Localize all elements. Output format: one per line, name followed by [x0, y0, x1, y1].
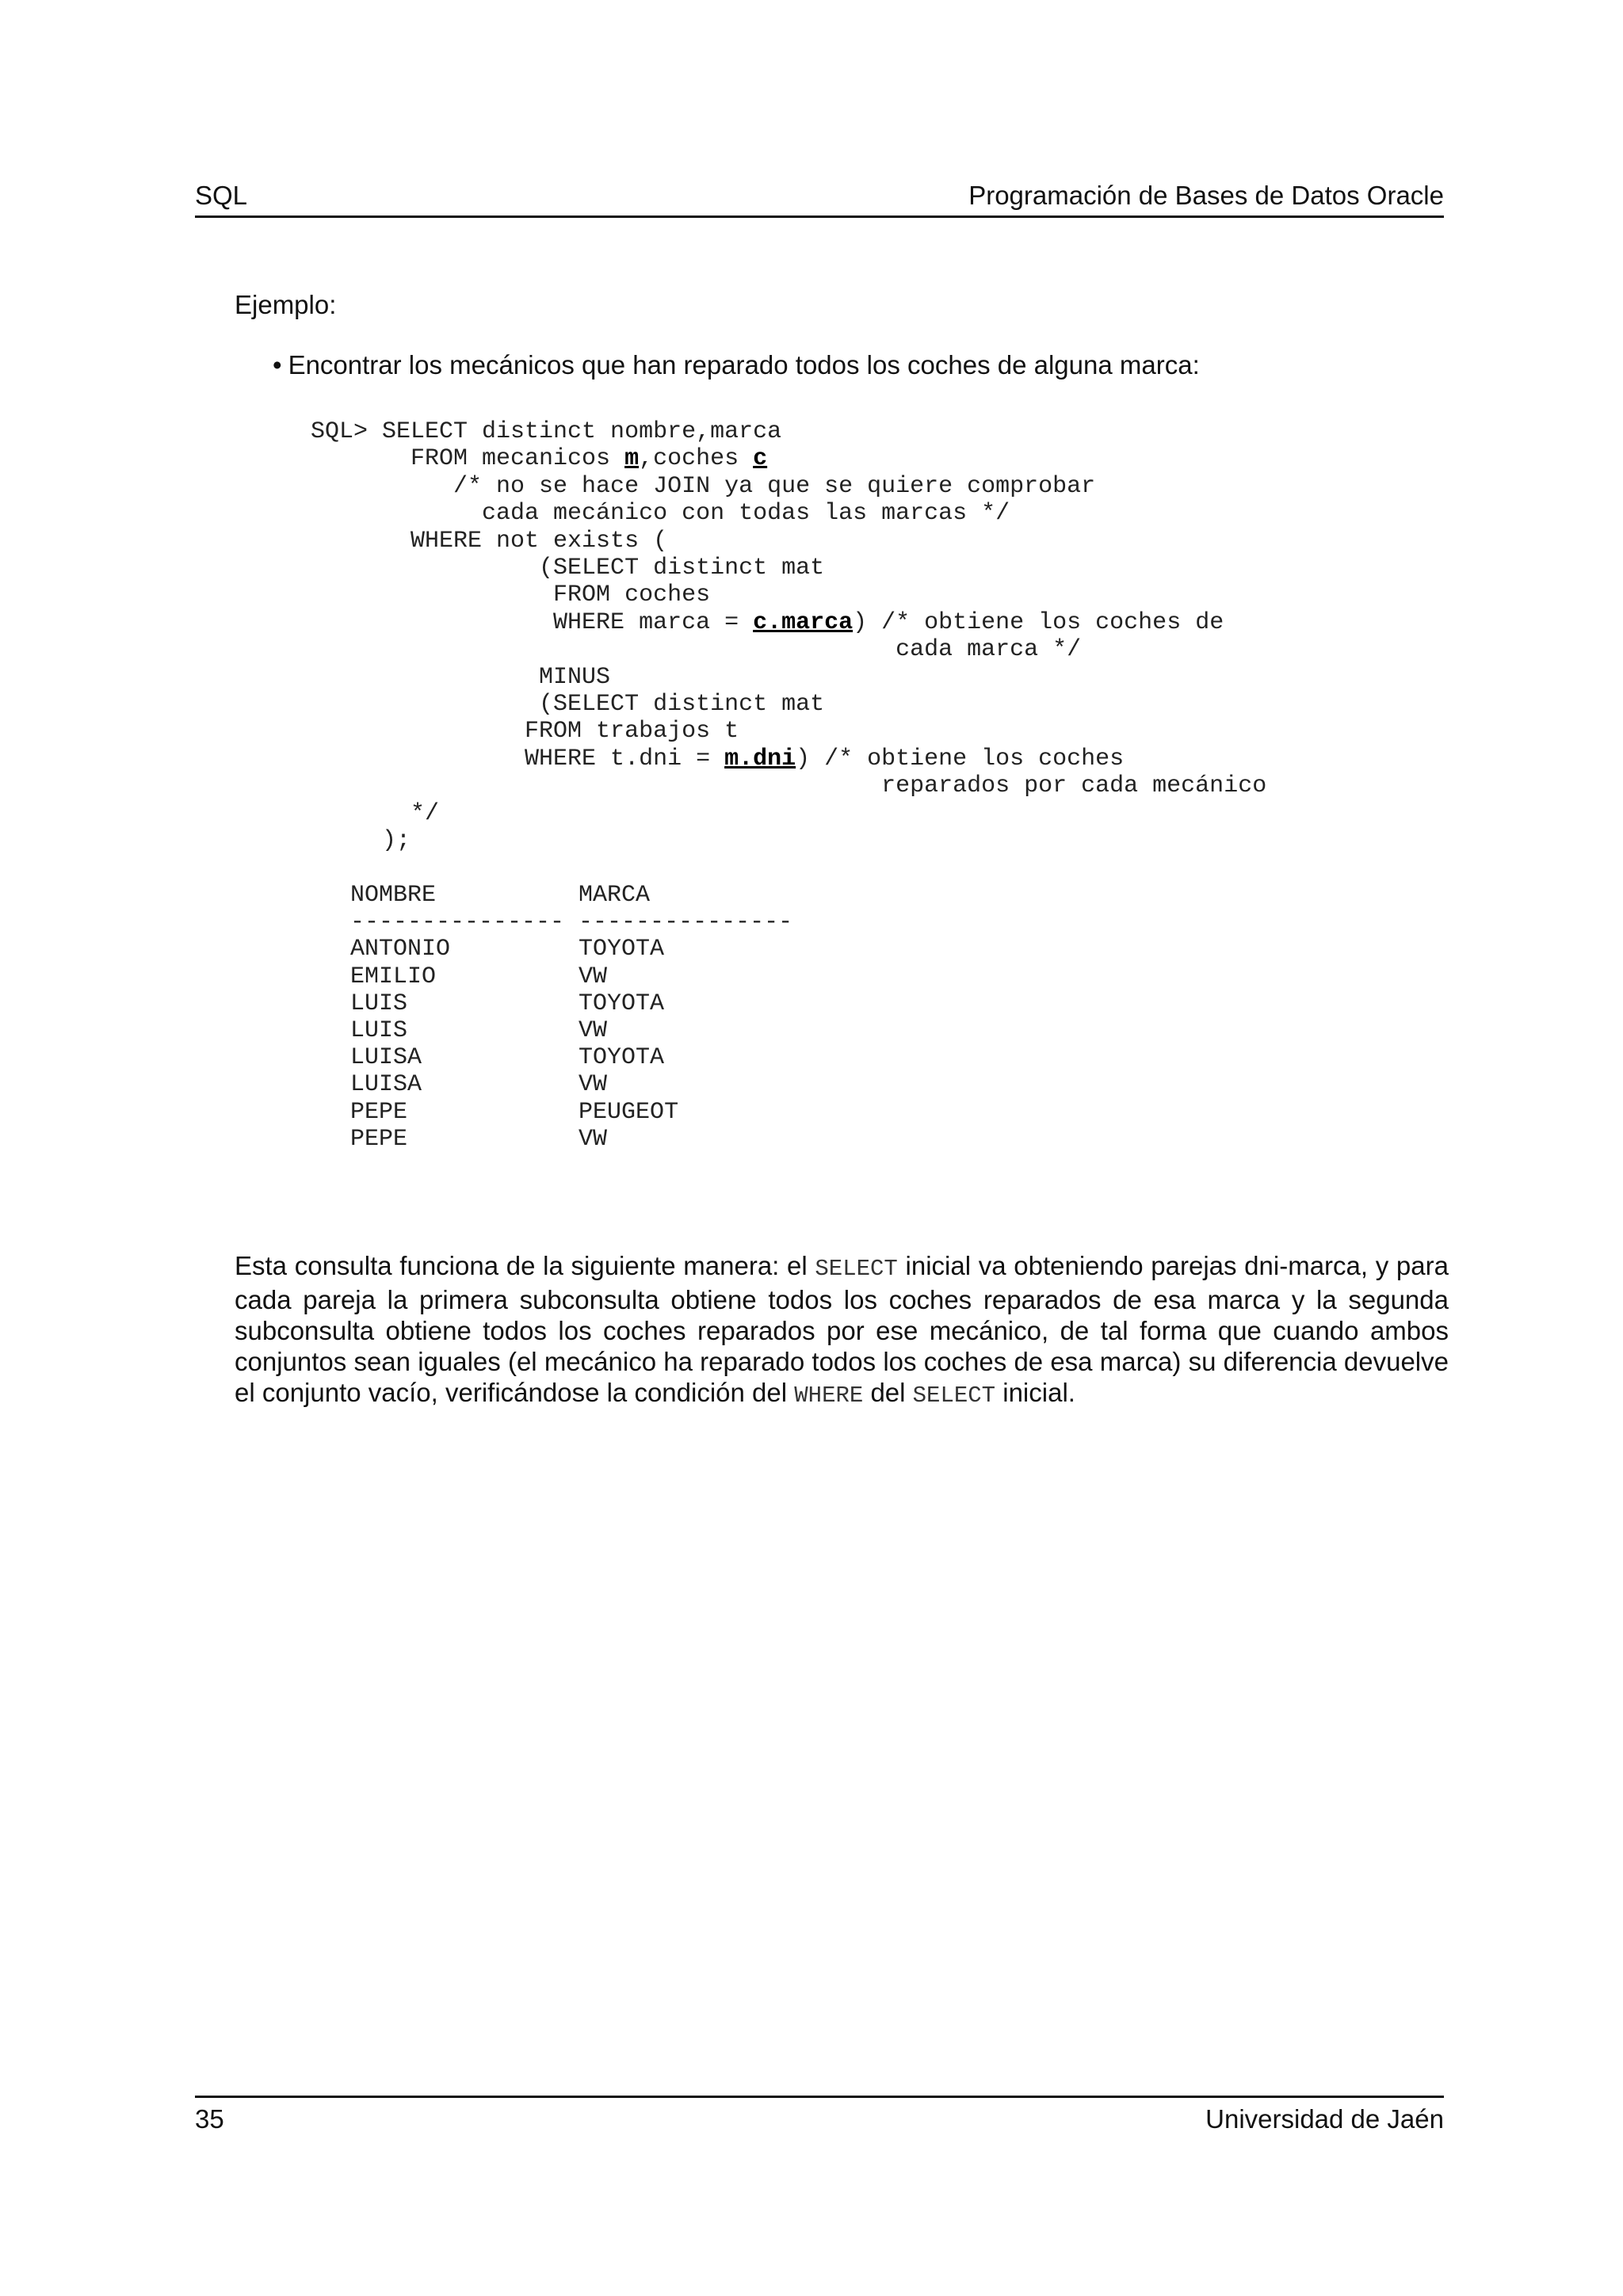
- result-row: LUISA VW: [350, 1071, 608, 1099]
- result-row: LUISA TOYOTA: [350, 1044, 665, 1072]
- code-line: ,coches: [639, 445, 754, 473]
- footer-institution: Universidad de Jaén: [1205, 2104, 1444, 2134]
- example-label: Ejemplo:: [235, 290, 337, 319]
- code-line: MINUS: [311, 663, 611, 691]
- result-row: LUIS TOYOTA: [350, 990, 665, 1017]
- query-result-table: [350, 882, 792, 1153]
- code-line: FROM coches: [311, 582, 711, 609]
- bullet-text: Encontrar los mecánicos que han reparado todos los coches de alguna marca:: [288, 350, 1200, 379]
- header-section-title: SQL: [195, 181, 248, 210]
- code-line: );: [311, 827, 411, 855]
- bullet-icon: •: [273, 350, 282, 379]
- inline-code-where: WHERE: [794, 1383, 864, 1409]
- code-ref-m-dni: m.dni: [724, 745, 796, 772]
- explanation-paragraph: [235, 1250, 1449, 1411]
- code-line: cada mecánico con todas las marcas */: [311, 500, 1010, 528]
- bullet-item: [273, 350, 1200, 380]
- code-line: (SELECT distinct mat: [311, 555, 825, 582]
- result-row: PEPE VW: [350, 1125, 608, 1153]
- code-ref-c-marca: c.marca: [753, 608, 854, 636]
- result-separator: --------------- ---------------: [350, 909, 793, 936]
- code-line: reparados por cada mecánico: [311, 772, 1267, 800]
- paragraph-text: inicial.: [995, 1378, 1075, 1407]
- code-line: */: [311, 799, 440, 827]
- code-line: WHERE not exists (: [311, 527, 668, 555]
- code-line: WHERE marca =: [311, 608, 754, 636]
- result-header: NOMBRE MARCA: [350, 882, 651, 909]
- header-book-title: Programación de Bases de Datos Oracle: [968, 181, 1444, 210]
- paragraph-text: del: [863, 1378, 913, 1407]
- code-line: cada marca */: [311, 636, 1082, 664]
- code-line: SQL> SELECT distinct nombre,marca: [311, 418, 782, 445]
- page-header: [195, 177, 1444, 218]
- paragraph-text: inicial va obteniendo parejas dni-marca, y para cada pareja la primera subconsulta obtiene todos los coches reparados de esa marca y la segunda subconsulta obtiene todos los coches reparados por ese mecánico, de tal forma que cuando ambos conjuntos sean iguales (el mecánico ha reparado todos los coches de esa marca) su diferencia devuelve el conjunto vacío, verificándose la condición del: [235, 1251, 1449, 1407]
- result-row: ANTONIO TOYOTA: [350, 936, 665, 963]
- code-alias-m: m: [624, 445, 640, 473]
- code-alias-c: c: [753, 445, 768, 473]
- code-line: /* no se hace JOIN ya que se quiere comprobar: [311, 472, 1096, 500]
- inline-code-select: SELECT: [815, 1256, 898, 1282]
- page-footer: [195, 2096, 1444, 2136]
- code-line: ) /* obtiene los coches: [796, 745, 1125, 772]
- sql-code-block: [311, 418, 1266, 855]
- result-row: PEPE PEUGEOT: [350, 1098, 679, 1126]
- code-line: FROM mecanicos: [311, 445, 625, 473]
- page-number: 35: [195, 2104, 224, 2134]
- result-row: LUIS VW: [350, 1017, 608, 1045]
- inline-code-select: SELECT: [912, 1383, 996, 1409]
- code-line: WHERE t.dni =: [311, 745, 725, 772]
- code-line: (SELECT distinct mat: [311, 691, 825, 719]
- paragraph-text: Esta consulta funciona de la siguiente manera: el: [235, 1251, 815, 1280]
- result-row: EMILIO VW: [350, 963, 608, 990]
- code-line: ) /* obtiene los coches de: [853, 608, 1224, 636]
- code-line: FROM trabajos t: [311, 718, 739, 746]
